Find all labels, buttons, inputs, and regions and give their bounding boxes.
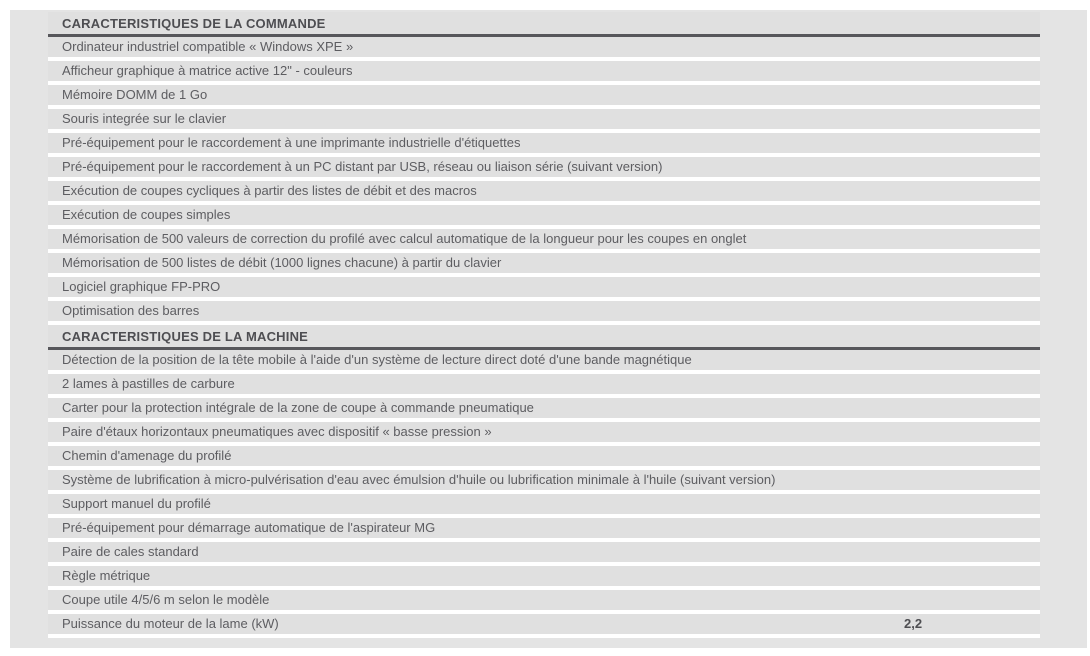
spec-row xyxy=(48,133,1040,157)
spec-row-label: Afficheur graphique à matrice active 12" - couleurs xyxy=(62,63,353,78)
spec-row-label: Système de lubrification à micro-pulvérisation d'eau avec émulsion d'huile ou lubrification minimale à l'huile (suivant version) xyxy=(62,472,776,487)
spec-row xyxy=(48,398,1040,422)
section-title: CARACTERISTIQUES DE LA MACHINE xyxy=(62,329,309,344)
spec-row xyxy=(48,277,1040,301)
spec-row-label: Détection de la position de la tête mobile à l'aide d'un système de lecture direct doté d'une bande magnétique xyxy=(62,352,692,367)
spec-row-label: Paire d'étaux horizontaux pneumatiques avec dispositif « basse pression » xyxy=(62,424,492,439)
spec-row xyxy=(48,518,1040,542)
spec-row-label: Optimisation des barres xyxy=(62,303,200,318)
spec-row xyxy=(48,85,1040,109)
spec-row-label: Logiciel graphique FP-PRO xyxy=(62,279,221,294)
spec-row-label: Chemin d'amenage du profilé xyxy=(62,448,232,463)
spec-row xyxy=(48,374,1040,398)
spec-row-label: Exécution de coupes cycliques à partir des listes de débit et des macros xyxy=(62,183,477,198)
spec-row-label: Règle métrique xyxy=(62,568,151,583)
spec-table xyxy=(48,12,1040,638)
section-header-commande xyxy=(48,12,1040,34)
spec-row-label: Pré-équipement pour démarrage automatique de l'aspirateur MG xyxy=(62,520,436,535)
spec-row-label: Mémoire DOMM de 1 Go xyxy=(62,87,208,102)
spec-row xyxy=(48,61,1040,85)
spec-row xyxy=(48,542,1040,566)
spec-row xyxy=(48,566,1040,590)
spec-row xyxy=(48,590,1040,614)
power-value: 2,2 xyxy=(904,616,923,631)
spec-row-label: Souris integrée sur le clavier xyxy=(62,111,227,126)
spec-row-label: Coupe utile 4/5/6 m selon le modèle xyxy=(62,592,270,607)
spec-row-label: 2 lames à pastilles de carbure xyxy=(62,376,235,391)
spec-row xyxy=(48,253,1040,277)
spec-row xyxy=(48,229,1040,253)
spec-row-label: Exécution de coupes simples xyxy=(62,207,231,222)
spec-row-label: Mémorisation de 500 valeurs de correction du profilé avec calcul automatique de la longueur pour les coupes en onglet xyxy=(62,231,747,246)
spec-row-label: Paire de cales standard xyxy=(62,544,199,559)
spec-row xyxy=(48,446,1040,470)
spec-row xyxy=(48,205,1040,229)
spec-row-label: Puissance du moteur de la lame (kW) xyxy=(62,616,279,631)
spec-sheet xyxy=(10,10,1087,648)
spec-row xyxy=(48,301,1040,325)
spec-row xyxy=(48,494,1040,518)
section-title: CARACTERISTIQUES DE LA COMMANDE xyxy=(62,16,326,31)
spec-row-power xyxy=(48,614,1040,638)
spec-row xyxy=(48,181,1040,205)
spec-row-label: Pré-équipement pour le raccordement à un PC distant par USB, réseau ou liaison série (suivant version) xyxy=(62,159,663,174)
spec-row xyxy=(48,157,1040,181)
section-header-machine xyxy=(48,325,1040,347)
spec-row xyxy=(48,422,1040,446)
spec-row-label: Ordinateur industriel compatible « Windows XPE » xyxy=(62,39,354,54)
spec-row xyxy=(48,470,1040,494)
spec-row xyxy=(48,37,1040,61)
spec-row-label: Carter pour la protection intégrale de la zone de coupe à commande pneumatique xyxy=(62,400,534,415)
spec-row xyxy=(48,109,1040,133)
spec-row xyxy=(48,350,1040,374)
spec-row-label: Mémorisation de 500 listes de débit (1000 lignes chacune) à partir du clavier xyxy=(62,255,502,270)
spec-row-label: Support manuel du profilé xyxy=(62,496,211,511)
spec-row-label: Pré-équipement pour le raccordement à une imprimante industrielle d'étiquettes xyxy=(62,135,521,150)
